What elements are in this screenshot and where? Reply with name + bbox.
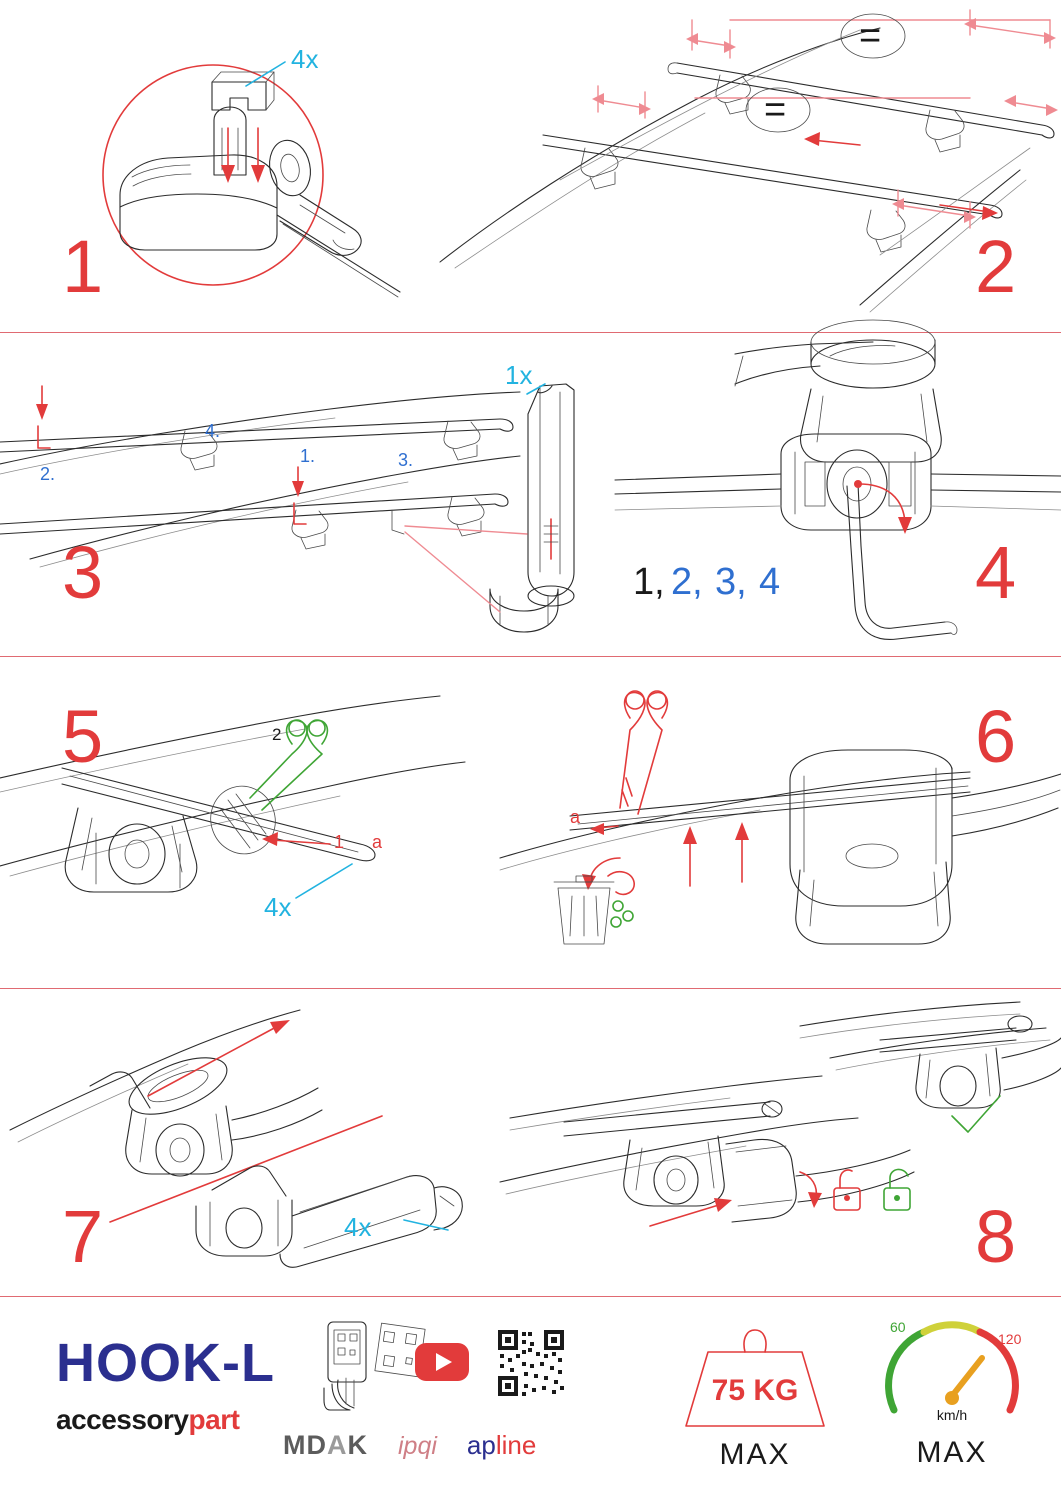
bar-end-detail-leader	[392, 510, 404, 534]
check-icon	[952, 1096, 1000, 1132]
equal-sign-top: =	[859, 15, 882, 57]
weight-value: 75 KG	[711, 1374, 799, 1407]
label-1: 1	[334, 832, 345, 852]
footer	[0, 1296, 1061, 1500]
step-number-3: 3	[62, 531, 104, 614]
step-number-6: 6	[975, 695, 1017, 778]
press-arrow	[650, 1198, 732, 1226]
step-number-8: 8	[975, 1195, 1017, 1278]
step-number-5: 5	[62, 695, 104, 778]
partner-mdak: MDAK	[283, 1430, 368, 1460]
label-1x: 1x	[505, 360, 533, 390]
label-4x-step5: 4x	[264, 892, 292, 922]
speed-max-caption: MAX	[916, 1436, 988, 1469]
quantity-callout-4x-step5	[264, 864, 352, 922]
product-title: HOOK-L	[56, 1333, 275, 1393]
key-turn-arrow	[800, 1172, 822, 1208]
qr-code-icon[interactable]	[496, 1328, 566, 1398]
speed-tick-60: 60	[890, 1319, 906, 1335]
quantity-callout-4x-step7	[344, 1212, 448, 1242]
step-number-1: 1	[62, 225, 104, 308]
brand-name-part-a: accessory	[56, 1404, 189, 1435]
step-number-2: 2	[975, 225, 1017, 308]
roof-bar-foot-drawing	[120, 72, 400, 297]
partner-logos	[283, 1430, 536, 1461]
equal-sign-bottom: =	[764, 89, 787, 131]
partner-apline: apline	[466, 1430, 537, 1460]
order-label-4: 4.	[205, 421, 221, 441]
row-divider-3	[0, 988, 1061, 989]
label-a: a	[372, 832, 383, 852]
scissors-icon-red	[620, 691, 667, 814]
sequence-2: 2,	[671, 561, 703, 603]
waste-disposal-icon	[554, 858, 634, 944]
label-4x: 4x	[291, 44, 319, 74]
brand-name-part-b: part	[188, 1404, 240, 1435]
partner-ipqi: ipqi	[398, 1432, 437, 1460]
brand-block	[56, 1333, 275, 1436]
step-number-7: 7	[62, 1195, 104, 1278]
rotate-arrow	[854, 480, 912, 534]
equal-sign-badges	[746, 14, 905, 132]
step-number-4: 4	[975, 531, 1017, 614]
speed-limit-block	[872, 1310, 1032, 1470]
label-4x-step7: 4x	[344, 1212, 372, 1242]
scissors-icon-green	[250, 720, 327, 810]
weight-limit-block	[660, 1314, 850, 1472]
order-label-2: 2.	[40, 464, 56, 484]
row-divider-2	[0, 656, 1061, 657]
roof-with-two-bars-drawing	[440, 28, 1054, 312]
lock-check-drawing	[500, 1002, 1061, 1222]
sequence-1: 1,	[633, 561, 665, 603]
step-2-panel	[430, 0, 1061, 332]
speed-tick-120: 120	[998, 1331, 1022, 1347]
sequence-3: 3,	[715, 561, 747, 603]
push-arrows	[570, 807, 749, 886]
label-a-step6: a	[570, 807, 581, 827]
quantity-callout-4x	[246, 44, 318, 86]
brand-name	[56, 1404, 275, 1436]
label-2: 2	[272, 725, 282, 744]
order-label-1: 1.	[300, 446, 316, 466]
tighten-sequence	[633, 561, 780, 603]
speed-unit: km/h	[936, 1407, 968, 1423]
rubber-strip-detail	[405, 360, 574, 632]
row-divider-1	[0, 332, 1061, 333]
lock-closed-icon	[834, 1170, 860, 1210]
sequence-4: 4	[759, 561, 781, 603]
youtube-icon[interactable]	[414, 1342, 470, 1382]
order-label-3: 3.	[398, 450, 414, 470]
weight-max-caption: MAX	[719, 1438, 791, 1471]
